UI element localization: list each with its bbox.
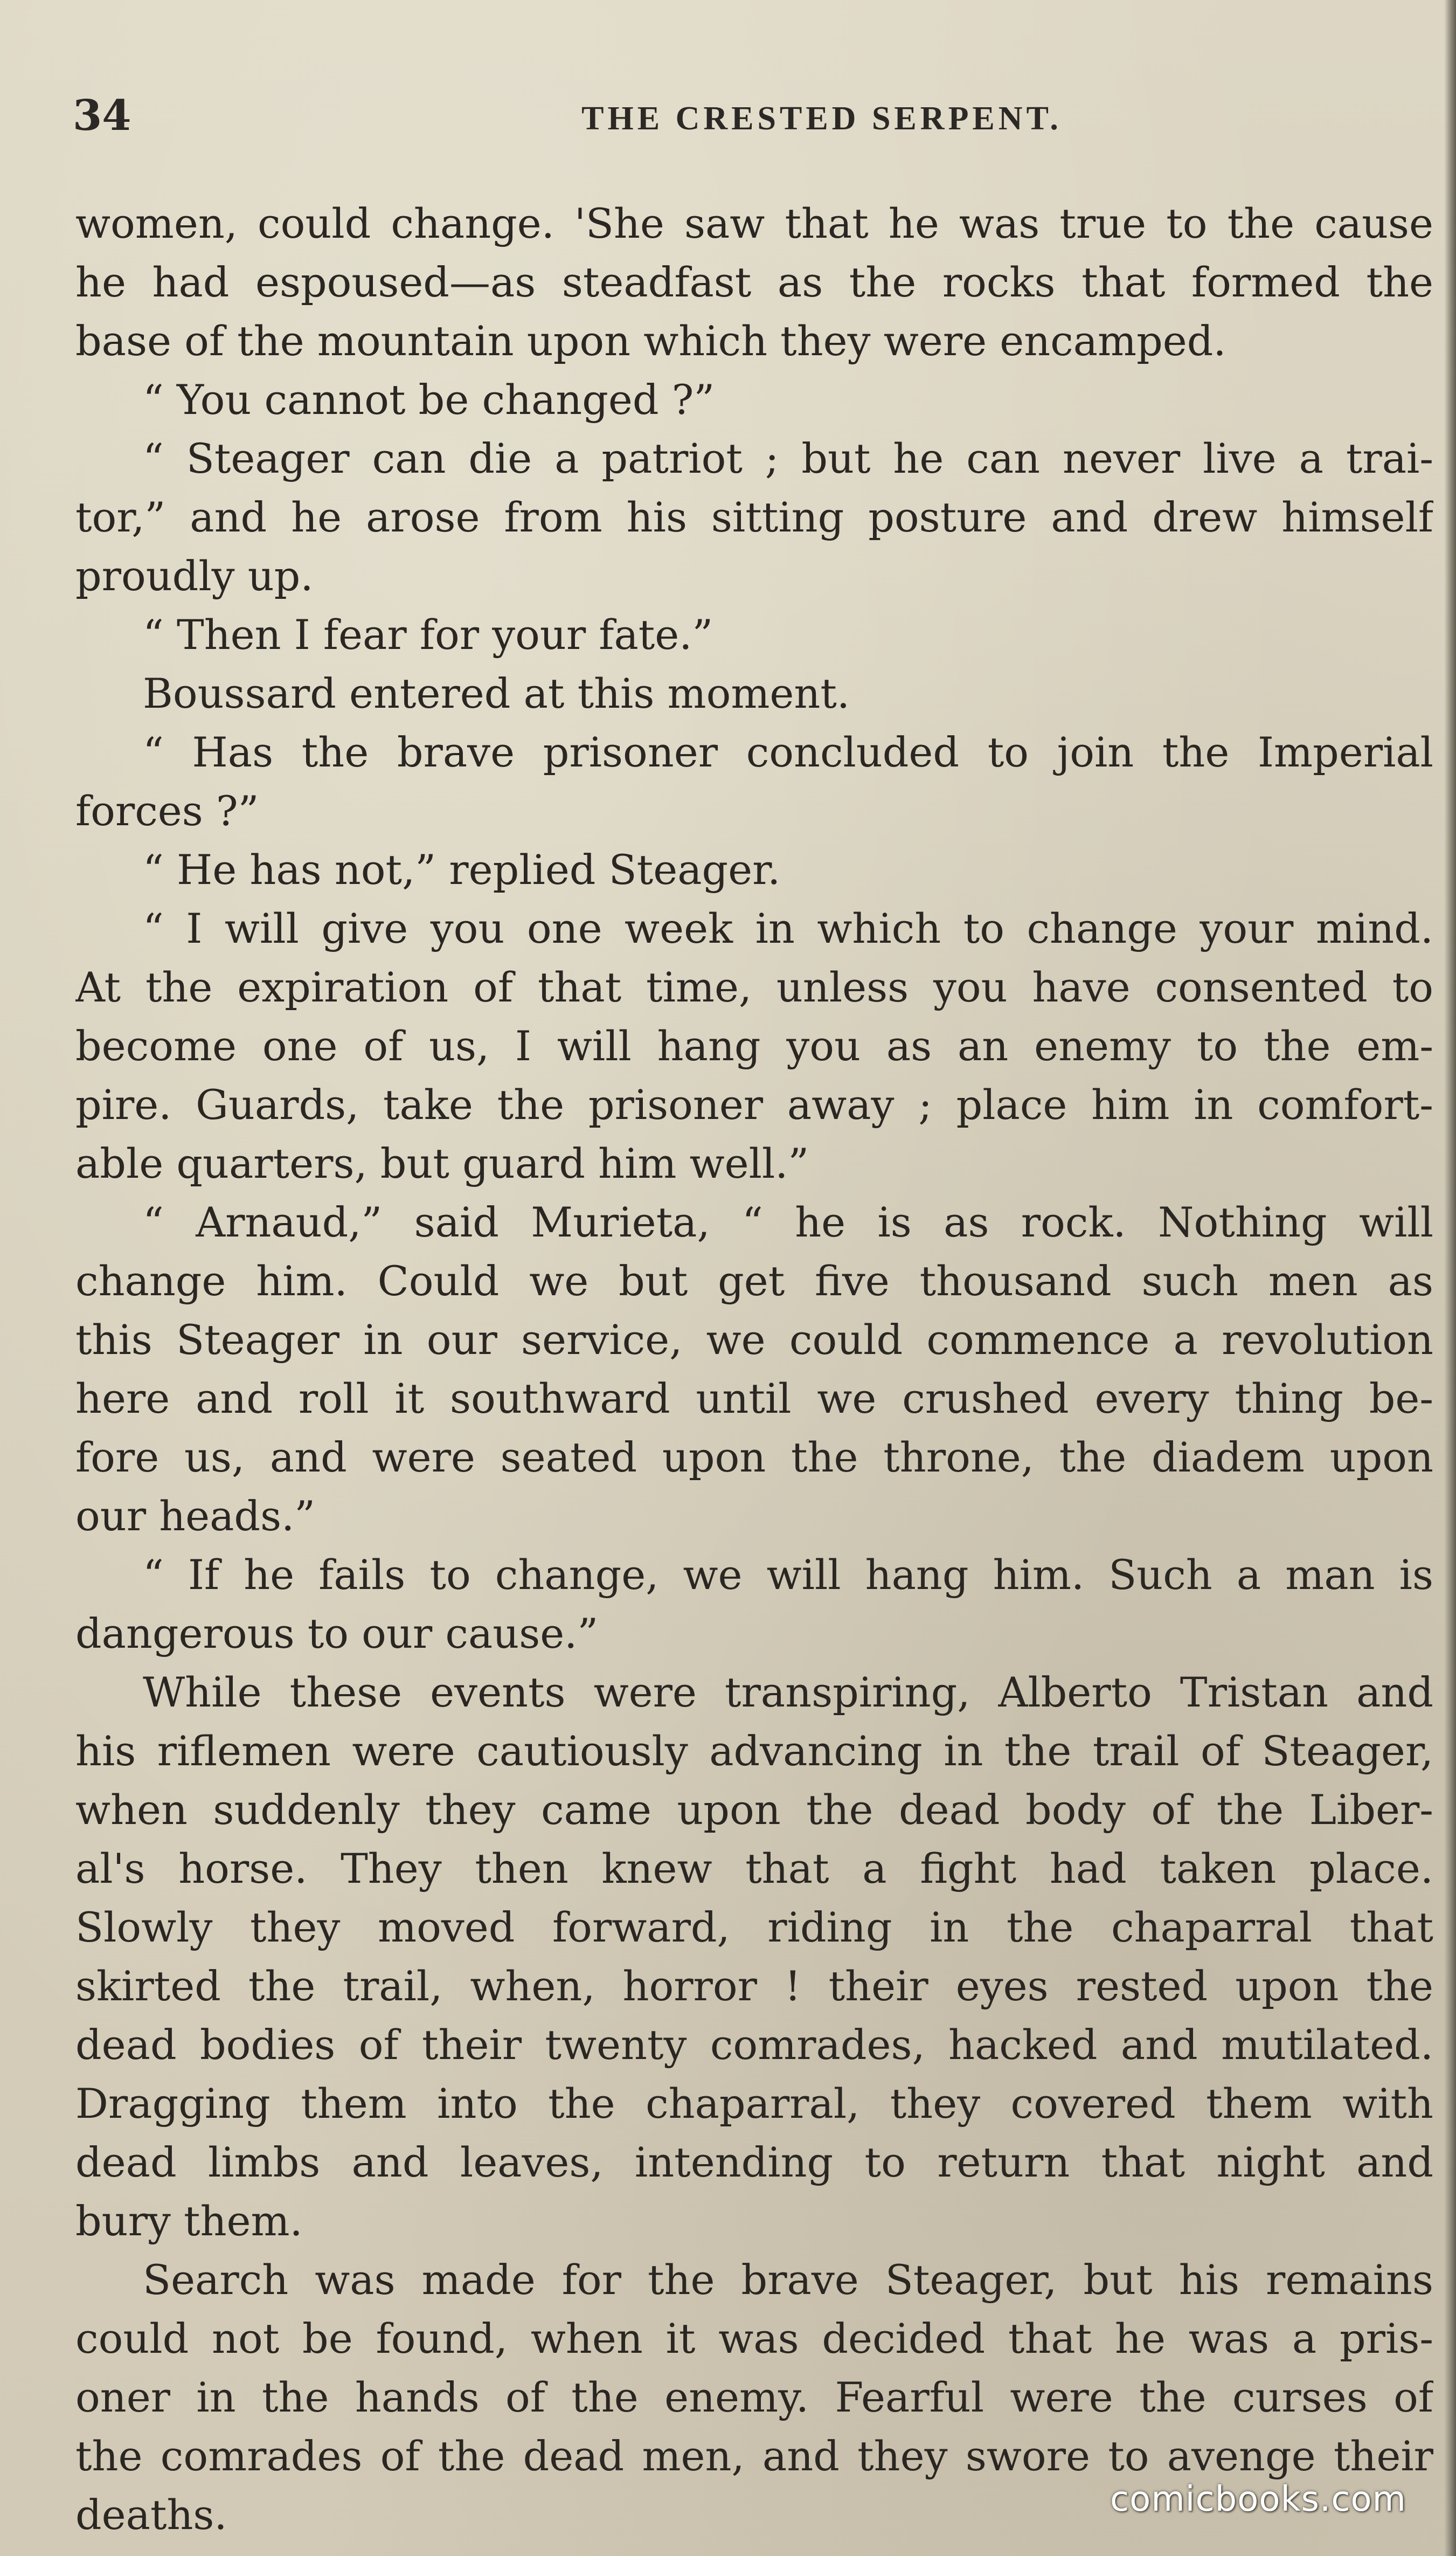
text-line: “ I will give you one week in which to change your mind. xyxy=(143,904,1433,952)
text-line: “ Has the brave prisoner concluded to join the Imperial xyxy=(143,728,1433,776)
text-line: base of the mountain upon which they were encamped. xyxy=(75,317,1226,365)
text-line: when suddenly they came upon the dead body of the Liber- xyxy=(75,1786,1433,1834)
text-line: skirted the trail, when, horror ! their eyes rested upon the xyxy=(75,1962,1433,2010)
text-line: al's horse. They then knew that a fight had taken place. xyxy=(75,1845,1433,1892)
text-line: Boussard entered at this moment. xyxy=(143,669,850,717)
text-line: pire. Guards, take the prisoner away ; place him in comfort- xyxy=(75,1081,1433,1129)
text-line: forces ?” xyxy=(75,787,259,835)
text-line: “ If he fails to change, we will hang him. Such a man is xyxy=(143,1551,1433,1599)
text-line: Search was made for the brave Steager, but his remains xyxy=(143,2256,1433,2304)
text-line: bury them. xyxy=(75,2197,303,2245)
text-line: tor,” and he arose from his sitting posture and drew himself xyxy=(75,493,1433,541)
text-line: his riflemen were cautiously advancing in the trail of Steager, xyxy=(75,1727,1433,1775)
body-text xyxy=(75,194,1433,2544)
page-header xyxy=(73,89,1409,148)
text-line: here and roll it southward until we crushed every thing be- xyxy=(75,1374,1433,1422)
text-line: dangerous to our cause.” xyxy=(75,1609,599,1657)
text-line: this Steager in our service, we could commence a revolution xyxy=(75,1316,1433,1364)
text-line: our heads.” xyxy=(75,1492,316,1540)
text-line: dead limbs and leaves, intending to return that night and xyxy=(75,2138,1433,2186)
watermark: comicbooks.com xyxy=(1110,2479,1407,2519)
running-title: THE CRESTED SERPENT. xyxy=(581,100,1062,137)
text-line: could not be found, when it was decided that he was a pris- xyxy=(75,2315,1433,2362)
text-line: oner in the hands of the enemy. Fearful were the curses of xyxy=(75,2373,1433,2421)
page-edge-shadow xyxy=(1444,0,1456,2556)
text-line: women, could change. 'She saw that he was true to the cause xyxy=(75,199,1433,247)
text-line: deaths. xyxy=(75,2491,227,2539)
text-line: Dragging them into the chaparral, they covered them with xyxy=(75,2080,1433,2127)
text-line: “ You cannot be changed ?” xyxy=(143,376,715,424)
page-number: 34 xyxy=(73,91,131,140)
text-line: fore us, and were seated upon the throne, the diadem upon xyxy=(75,1433,1433,1481)
text-line: “ Then I fear for your fate.” xyxy=(143,611,713,659)
text-line: become one of us, I will hang you as an enemy to the em- xyxy=(75,1022,1433,1070)
text-line: change him. Could we but get five thousand such men as xyxy=(75,1257,1433,1305)
text-line: While these events were transpiring, Alberto Tristan and xyxy=(143,1668,1433,1716)
text-line: “ Arnaud,” said Murieta, “ he is as rock. Nothing will xyxy=(143,1198,1433,1246)
text-line: “ He has not,” replied Steager. xyxy=(143,846,781,894)
text-line: Slowly they moved forward, riding in the chaparral that xyxy=(75,1903,1433,1951)
text-line: the comrades of the dead men, and they swore to avenge their xyxy=(75,2432,1433,2480)
text-line: able quarters, but guard him well.” xyxy=(75,1139,809,1187)
text-line: “ Steager can die a patriot ; but he can never live a trai- xyxy=(143,434,1433,482)
text-line: dead bodies of their twenty comrades, hacked and mutilated. xyxy=(75,2021,1433,2069)
text-line: proudly up. xyxy=(75,552,314,600)
text-line: At the expiration of that time, unless you have consented to xyxy=(75,963,1433,1011)
text-line: he had espoused—as steadfast as the rocks that formed the xyxy=(75,258,1433,306)
